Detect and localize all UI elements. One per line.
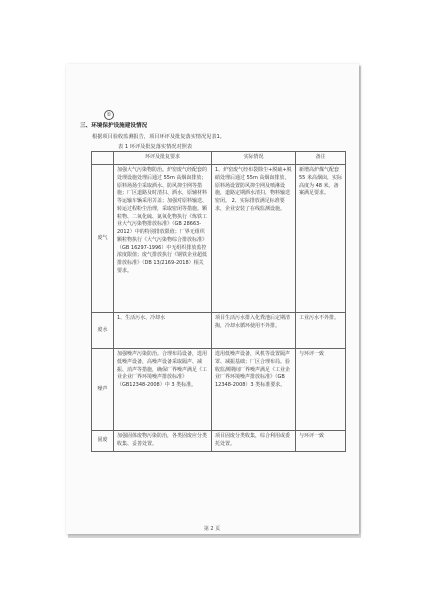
category-cell: 废水 xyxy=(92,313,114,349)
table-row xyxy=(92,431,346,452)
header-cell: 实际情况 xyxy=(212,152,296,165)
actual-cell: 项目生活污水排入化粪池后定期清掏，冷却水循环使用不外排。 xyxy=(212,313,296,349)
category-cell: 废气 xyxy=(92,165,114,313)
header-cell: 环评及批复要求 xyxy=(114,152,212,165)
remark-cell: 新增高炉煤气配套 55 米高烟囱，实际高度为 48 米。备案满足要求。 xyxy=(296,165,346,313)
page-footer: 第 2 页 xyxy=(203,526,221,532)
requirement-cell: 加强固体废物污染防治，各类固废应分类收集、妥善处置。 xyxy=(114,431,212,452)
remark-cell: 工业污水不外排。 xyxy=(296,313,346,349)
header-cell: 备注 xyxy=(296,152,346,165)
actual-cell: 选用低噪声设备，风机等设置隔声罩、减振基础；厂区合理布局。验收监测期间厂界噪声满足《工业企业厂界环境噪声排放标准》（GB 12348-2008）3 类标准要求。 xyxy=(212,349,296,431)
section-title: 三、环境保护设施建设情况 xyxy=(80,123,148,129)
header-cell xyxy=(92,152,114,165)
table-row xyxy=(92,349,346,431)
table-row xyxy=(92,165,346,313)
requirement-cell: 加强噪声污染防治。合理布局设备，选用低噪声设备，高噪声设备采取隔声、减振、消声等措施，确保厂界噪声满足《工业企业厂界环境噪声排放标准》（GB12348-2008）中 3 类标准。 xyxy=(114,349,212,431)
requirement-cell: 加强大气污染物防治。炉窑废气经配套的处理设施处理后通过 55m 高烟囱排放；原料场扬尘采取洒水、防风抑尘网等措施；厂区道路及时清扫、洒水，原辅材料等运输车辆采用苫盖；加强对原料输送、转运过程粉尘治理，采取密闭等措施。颗粒物、二氧化硫、氮氧化物执行《炼铁工业大气污染物排放标准》（GB 28663-2012）中的特别排放限值；厂界无组织颗粒物执行《大气污染物综合排放标准》（GB 16297-1996）中无组织排放监控浓度限值；废气排放执行《钢铁企业超低排放标准》（DB 13/2169-2018）相关要求。 xyxy=(114,165,212,313)
actual-cell: 1、炉窑废气经布袋除尘+脱硫+脱硝处理后通过 55m 高烟囱排放，原料场设置防风抑尘网及喷淋设施，道路定期洒水清扫，物料输送密闭。 2、实际排放满足标准要求，企业安装了在线监测设施。 xyxy=(212,165,296,313)
table-header-row xyxy=(92,152,346,165)
remark-cell: 与环评一致 xyxy=(296,431,346,452)
table-caption: 表 1 环评及批复落实情况对照表 xyxy=(118,144,193,150)
category-cell: 固废 xyxy=(92,431,114,452)
comparison-table xyxy=(91,151,346,452)
table-row xyxy=(92,313,346,349)
remark-cell: 与环评一致 xyxy=(296,349,346,431)
requirement-cell: 1、生活污水、冷却水 xyxy=(114,313,212,349)
actual-cell: 项目固废分类收集，综合利用或委托处置。 xyxy=(212,431,296,452)
page-number-mark: ① xyxy=(104,110,114,120)
category-cell: 噪声 xyxy=(92,349,114,431)
intro-text: 根据项目验收监测报告，项目环评及批复落实情况见表1。 xyxy=(92,134,225,140)
